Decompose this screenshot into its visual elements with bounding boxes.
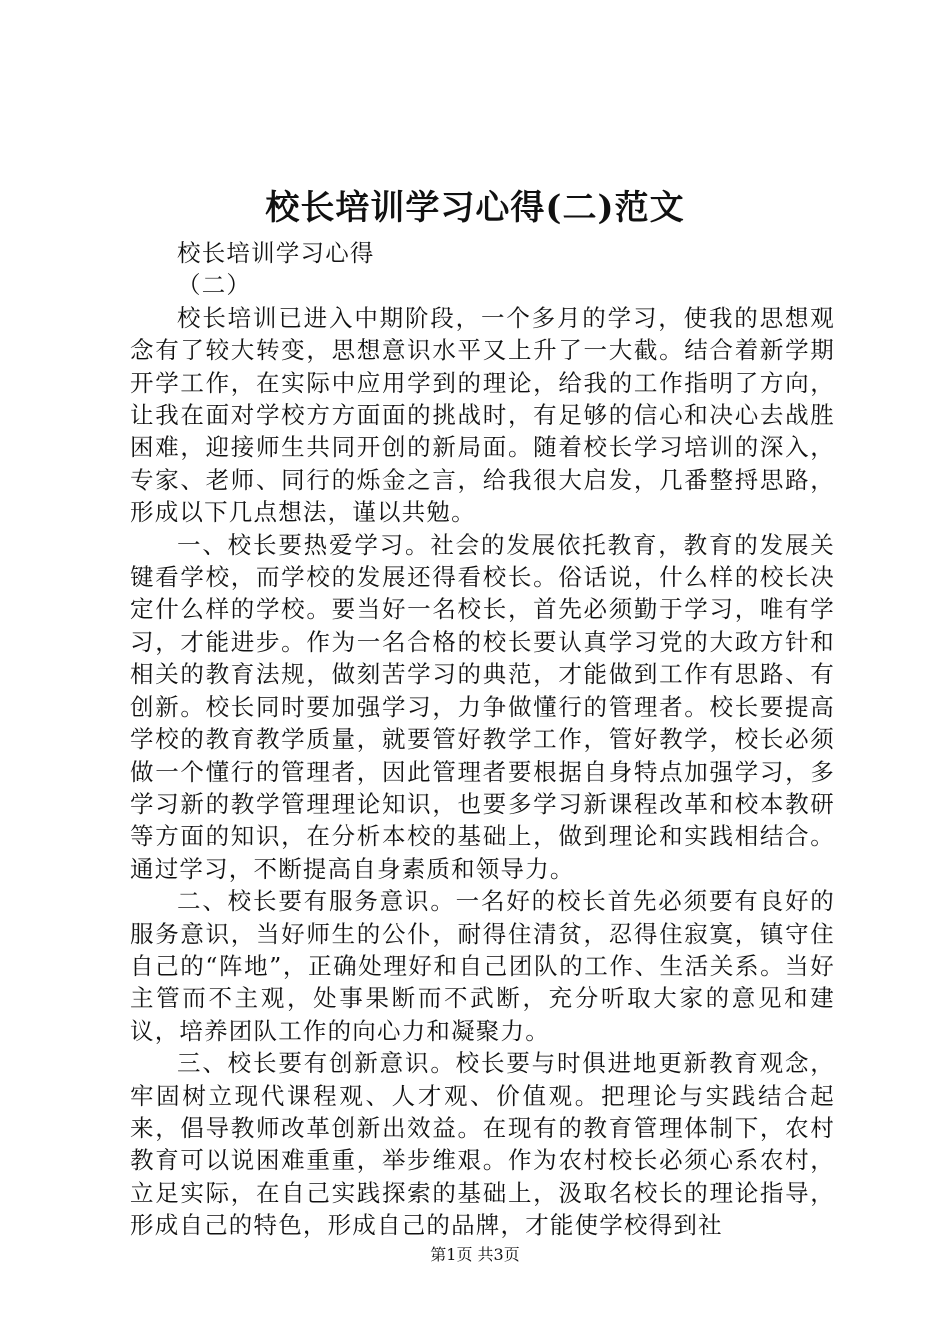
paragraph-intro: 校长培训已进入中期阶段，一个多月的学习，使我的思想观念有了较大转变，思想意识水平又上升了一大截。结合着新学期开学工作，在实际中应用学到的理论，给我的工作指明了方向，让我在面对学校方方面面的挑战时，有足够的信心和决心去战胜困难，迎接师生共同开创的新局面。随着校长学习培训的深入，专家、老师、同行的烁金之言，给我很大启发，几番整捋思路，形成以下几点想法，谨以共勉。 (130, 303, 835, 527)
paragraph-point-three: 三、校长要有创新意识。校长要与时俱进地更新教育观念，牢固树立现代课程观、人才观、价值观。把理论与实践结合起来，倡导教师改革创新出效益。在现有的教育管理体制下，农村教育可以说困难重重，举步维艰。作为农村校长必须心系农村，立足实际，在自己实践探索的基础上，汲取名校长的理论指导，形成自己的特色，形成自己的品牌，才能使学校得到社 (130, 1049, 835, 1240)
page-footer: 第1页 共3页 (430, 1245, 520, 1264)
document-subtitle-number: （二） (177, 271, 252, 300)
document-subtitle: 校长培训学习心得 (177, 239, 375, 267)
paragraph-point-one: 一、校长要热爱学习。社会的发展依托教育，教育的发展关键看学校，而学校的发展还得看校长。俗话说，什么样的校长决定什么样的学校。要当好一名校长，首先必须勤于学习，唯有学习，才能进步。作为一名合格的校长要认真学习党的大政方针和相关的教育法规，做刻苦学习的典范，才能做到工作有思路、有创新。校长同时要加强学习，力争做懂行的管理者。校长要提高学校的教育教学质量，就要管好教学工作，管好教学，校长必须做一个懂行的管理者，因此管理者要根据自身特点加强学习，多学习新的教学管理理论知识，也要多学习新课程改革和校本教研等方面的知识，在分析本校的基础上，做到理论和实践相结合。通过学习，不断提高自身素质和领导力。 (130, 530, 835, 883)
document-body (130, 237, 835, 1242)
document-title: 校长培训学习心得(二)范文 (265, 188, 685, 228)
paragraph-point-two: 二、校长要有服务意识。一名好的校长首先必须要有良好的服务意识，当好师生的公仆，耐得住清贫，忍得住寂寞，镇守住自己的“阵地”，正确处理好和自己团队的工作、生活关系。当好主管而不主观，处事果断而不武断，充分听取大家的意见和建议，培养团队工作的向心力和凝聚力。 (130, 887, 835, 1045)
